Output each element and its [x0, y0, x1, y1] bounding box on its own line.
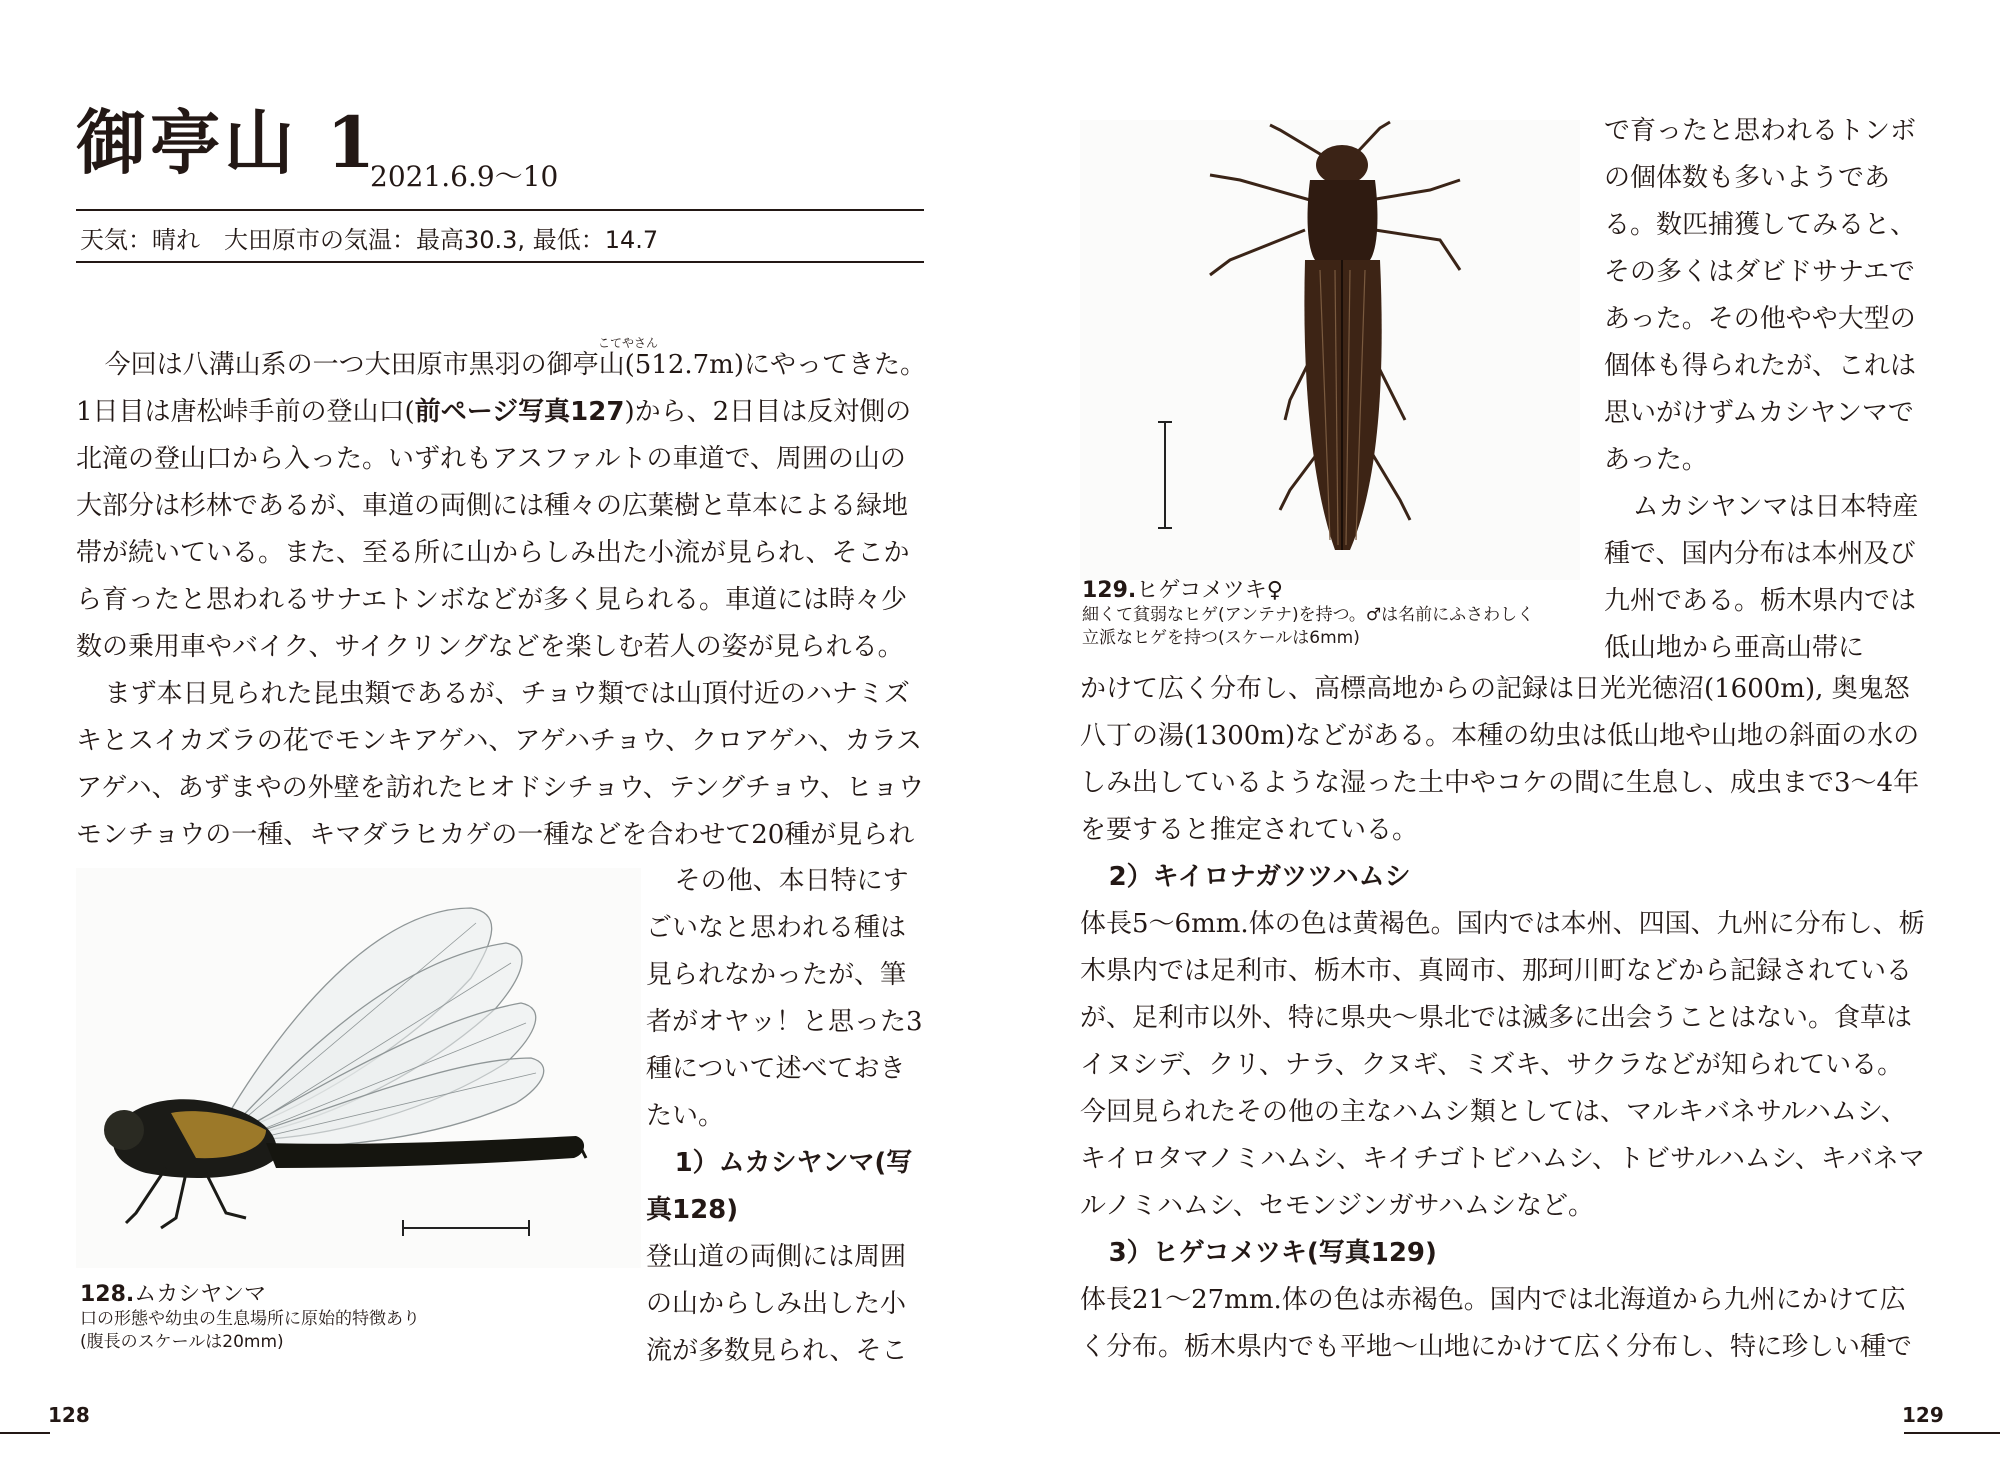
- title-rule-bottom: [76, 261, 924, 263]
- right-column-paragraph-2: ムカシヤンマは日本特産種で、国内分布は本州及び九州である。栃木県内では低山地から亜高山帯に: [1604, 492, 1919, 663]
- dragonfly-photo: [76, 868, 641, 1268]
- side-paragraph: その他、本日特にすごいなと思われる種は見られなかったが、筆者がオヤッ！と思った3種について述べておきたい。: [646, 866, 923, 1131]
- right-paragraph-continued: かけて広く分布し、高標高地からの記録は日光光徳沼(1600m), 奥鬼怒八丁の湯(1300m)などがある。本種の幼虫は低山地や山地の斜面の水のしみ出しているような湿った土中やコケの間に生息し、成虫まで3〜4年を要すると推定されている。: [1080, 674, 1920, 845]
- ruby-reading: こてやさん: [598, 336, 659, 350]
- weather-info: 天気：晴れ 大田原市の気温：最高30.3, 最低：14.7: [80, 226, 659, 254]
- caption-128-line1: 口の形態や幼虫の生息場所に原始的特徴あり: [80, 1309, 420, 1329]
- caption-129-name: ヒゲコメツキ♀: [1136, 578, 1283, 603]
- paragraph-2: まず本日見られた昆虫類であるが、チョウ類では山頂付近のハナミズキとスイカズラの花でモンキアゲハ、アゲハチョウ、クロアゲハ、カラスアゲハ、あずまやの外壁を訪れたヒオドシチョウ、テングチョウ、ヒョウモンチョウの一種、キマダラヒカゲの一種などを合わせて20種が見られ: [76, 679, 925, 850]
- para1-post: )から、2日目は反対側の北滝の登山口から入った。いずれもアスファルトの車道で、周囲の山の大部分は杉林であるが、車道の両側には種々の広葉樹と草本による緑地帯が続いている。また、至る所に山からしみ出た小流が見られ、そこから育ったと思われるサナエトンボなどが多く見られる。車道には時々少数の乗用車やバイク、サイクリングなどを楽しむ若人の姿が見られる。: [76, 397, 912, 662]
- caption-129-number: 129.: [1082, 578, 1137, 603]
- page-number-right: 129: [1902, 1403, 1944, 1427]
- survey-date: 2021.6.9〜10: [370, 160, 559, 193]
- heading3-post: ): [1425, 1238, 1437, 1268]
- heading3-pre: 3）ヒゲコメツキ(: [1108, 1238, 1319, 1268]
- caption-128-title: [80, 1282, 420, 1308]
- footer-rule-right: [1904, 1432, 2000, 1434]
- caption-128-line2: (腹長のスケールは20mm): [80, 1332, 284, 1352]
- right-side-column: [1604, 108, 1926, 672]
- title-rule-top: [76, 209, 924, 211]
- caption-128-name: ムカシヤンマ: [134, 1282, 267, 1307]
- right-paragraph-hamushi-others: 今回見られたその他の主なハムシ類としては、マルキバネサルハムシ、キイロタマノミハムシ、キイチゴトビハムシ、トビサルハムシ、キバネマルノミハムシ、セモンジンガサハムシなど。: [1080, 1097, 1925, 1221]
- right-body-text: [1080, 666, 1928, 1371]
- caption-129-line2: 立派なヒゲを持つ(スケールは6mm): [1082, 628, 1360, 648]
- para1-pre: 今回は八溝山系の一つ大田原市黒羽の御亭山(512.7m)にやってきた。1日目は唐松峠手前の登山口(: [76, 350, 926, 427]
- left-side-column: [646, 858, 926, 1375]
- caption-129-line1: 細くて貧弱なヒゲ(アンテナ)を持つ。♂は名前にふさわしく: [1082, 605, 1535, 625]
- side-paragraph-2: 登山道の両側には周囲の山からしみ出した小流が多数見られ、そこ: [646, 1242, 908, 1366]
- page-number-left: 128: [48, 1403, 90, 1427]
- chapter-title: 御亭山 1: [76, 101, 380, 184]
- caption-129: [1082, 578, 1534, 650]
- heading-mukashiyanma: 1）ムカシヤンマ(写真128): [646, 1148, 913, 1225]
- heading-kiironagatsutsuhamushi: 2）キイロナガツツハムシ: [1108, 862, 1411, 892]
- heading-higekometsuki: [1080, 1230, 1928, 1277]
- beetle-photo: [1080, 120, 1580, 580]
- right-paragraph-higekometsuki: 体長21〜27mm.体の色は赤褐色。国内では北海道から九州にかけて広く分布。栃木県内でも平地〜山地にかけて広く分布し、特に珍しい種で: [1080, 1285, 1913, 1362]
- right-column-paragraph: で育ったと思われるトンボの個体数も多いようである。数匹捕獲してみると、その多くはダビドサナエであった。その他やや大型の個体も得られたが、これは思いがけずムカシヤンマであった。: [1604, 116, 1917, 475]
- photo-ref-127: 前ページ写真127: [414, 397, 625, 427]
- footer-rule-left: [0, 1432, 50, 1434]
- paragraph-1: [76, 342, 926, 671]
- beetle-illustration: [1080, 120, 1580, 580]
- photo-ref-129: 写真129: [1318, 1238, 1426, 1268]
- caption-128-number: 128.: [80, 1282, 135, 1307]
- left-body-text: [76, 342, 926, 906]
- dragonfly-illustration: [76, 868, 641, 1268]
- right-paragraph-hamushi: 体長5〜6mm.体の色は黄褐色。国内では本州、四国、九州に分布し、栃木県内では足利市、栃木市、真岡市、那珂川町などから記録されているが、足利市以外、特に県央〜県北では滅多に出会うことはない。食草はイヌシデ、クリ、ナラ、クヌギ、ミズキ、サクラなどが知られている。: [1080, 909, 1925, 1080]
- caption-129-title: [1082, 578, 1534, 604]
- caption-128: [80, 1282, 420, 1354]
